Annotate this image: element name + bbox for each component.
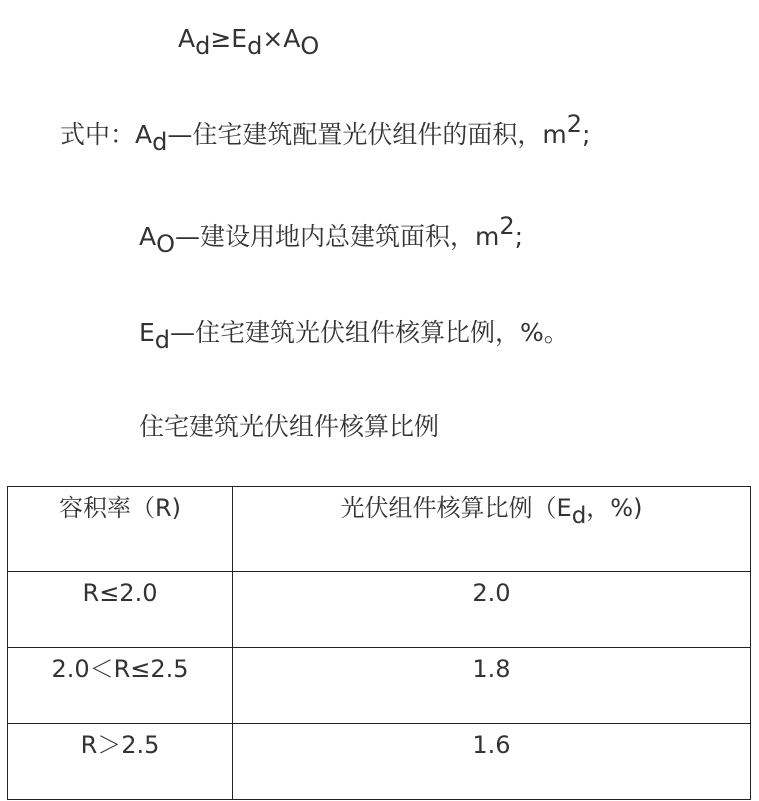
cell-pv-ratio: 1.6 — [233, 724, 751, 800]
formula — [178, 24, 320, 60]
cell-pv-ratio: 2.0 — [233, 572, 751, 648]
definition-ad — [60, 110, 591, 156]
definition-ao-end: ; — [514, 222, 524, 251]
definition-ao-superscript: 2 — [499, 212, 515, 240]
table-caption: 住宅建筑光伏组件核算比例 — [139, 412, 440, 441]
definition-ad-end: ; — [582, 120, 591, 149]
definition-ed-symbol: E — [139, 318, 155, 347]
table-row — [8, 648, 751, 724]
formula-operator-geq: ≥ — [210, 24, 232, 53]
formula-e-subscript: d — [247, 32, 263, 60]
definition-prefix: 式中： — [60, 120, 136, 149]
cell-pv-ratio: 1.8 — [233, 648, 751, 724]
header-pv-ratio-prefix: 光伏组件核算比例（E — [340, 494, 572, 522]
definition-ed-text: —住宅建筑光伏组件核算比例，%。 — [170, 318, 569, 347]
definition-ed — [139, 318, 569, 354]
table-row — [8, 572, 751, 648]
table-header-row — [8, 487, 751, 572]
cell-plot-ratio: R≤2.0 — [8, 572, 233, 648]
formula-a-subscript: O — [300, 32, 320, 60]
cell-plot-ratio: 2.0＜R≤2.5 — [8, 648, 233, 724]
formula-operator-times: × — [262, 24, 284, 53]
ratio-table — [7, 486, 751, 800]
definition-ao-subscript: O — [156, 230, 175, 258]
header-pv-ratio-subscript: d — [571, 503, 587, 529]
definition-ao-text: —建设用地内总建筑面积，m — [175, 222, 500, 251]
formula-lhs: A — [178, 24, 196, 53]
formula-lhs-subscript: d — [195, 32, 211, 60]
header-plot-ratio: 容积率（R) — [8, 487, 233, 572]
formula-a: A — [283, 24, 301, 53]
definition-ad-subscript: d — [152, 128, 168, 156]
definition-ad-symbol: A — [135, 120, 153, 149]
table-row — [8, 724, 751, 800]
header-pv-ratio — [233, 487, 751, 572]
header-pv-ratio-suffix: ，%) — [586, 494, 643, 522]
definition-ad-superscript: 2 — [566, 110, 582, 138]
definition-ad-text: —住宅建筑配置光伏组件的面积，m — [167, 120, 567, 149]
definition-ao-symbol: A — [139, 222, 157, 251]
formula-e: E — [231, 24, 248, 53]
definition-ed-subscript: d — [154, 326, 171, 354]
definition-ao — [139, 212, 524, 258]
cell-plot-ratio: R＞2.5 — [8, 724, 233, 800]
